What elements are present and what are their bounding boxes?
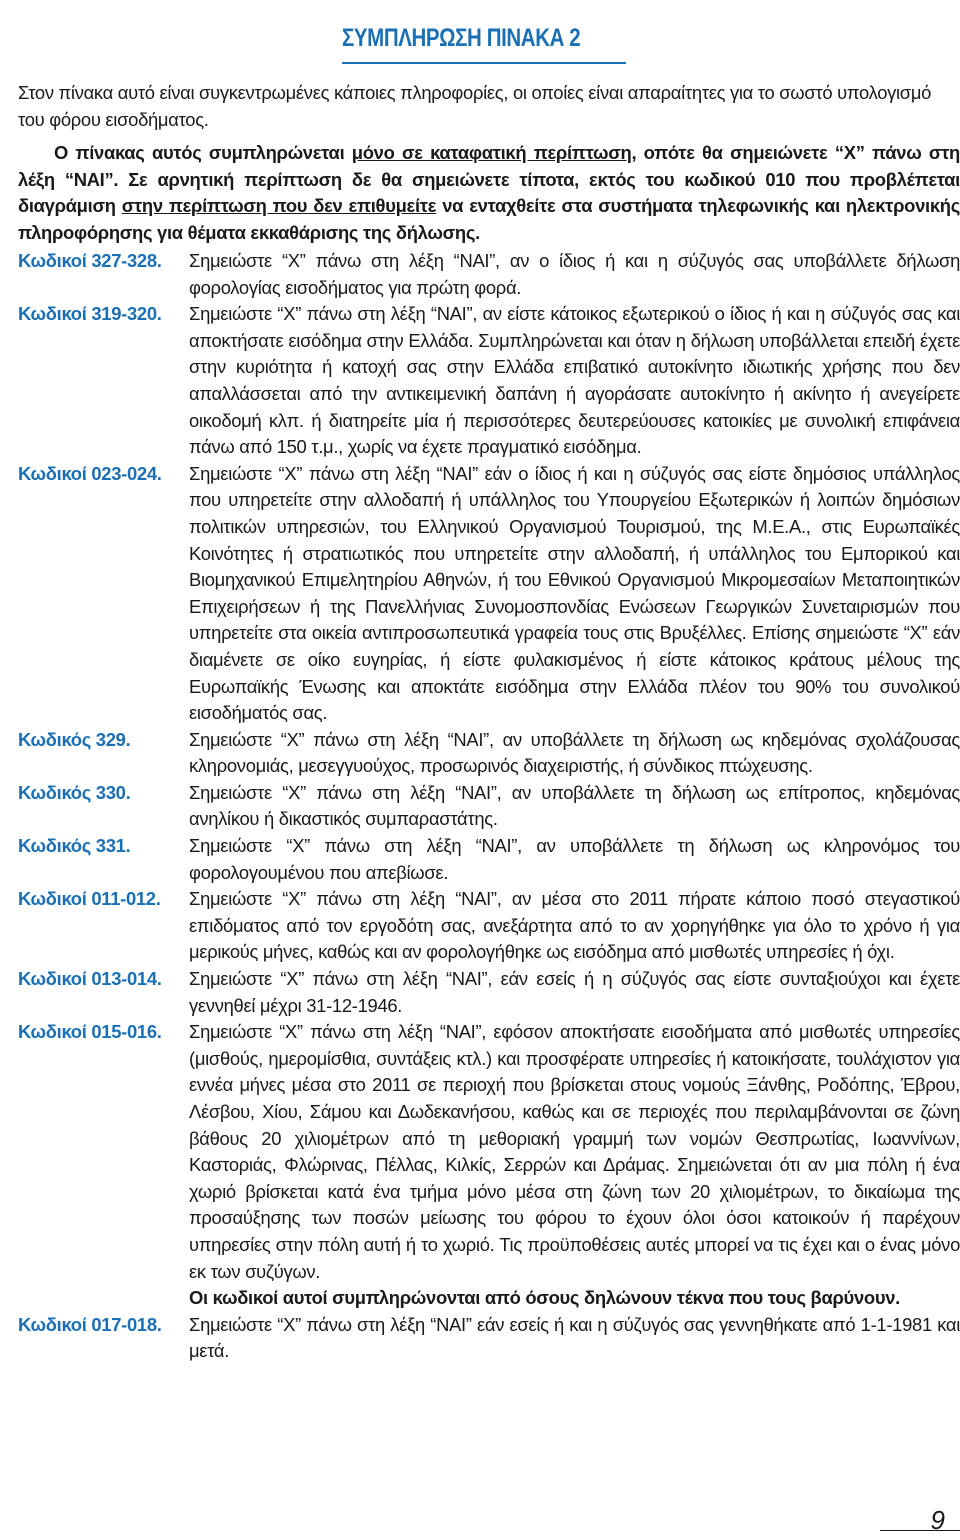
- entry-code: Κωδικός 331.: [18, 835, 131, 857]
- entry-011-012: [18, 886, 960, 966]
- entry-text-block: [189, 1019, 960, 1312]
- page-number: 9: [930, 1505, 945, 1535]
- instruction-underline-1: μόνο σε καταφατική περίπτωση: [351, 142, 632, 163]
- entry-code: Κωδικοί 013-014.: [18, 968, 162, 990]
- instruction-underline-2: στην περίπτωση που δεν επιθυμείτε: [121, 195, 437, 217]
- entry-code: Κωδικοί 327-328.: [18, 250, 162, 271]
- entry-code: Κωδικοί 023-024.: [18, 462, 162, 484]
- entry-text: Σημειώστε “Χ” πάνω στη λέξη “ΝΑΙ” εάν εσείς ή και η σύζυγός σας γεννηθήκατε από 1-1-1981 και μετά.: [189, 1313, 960, 1362]
- entry-code: Κωδικός 329.: [18, 728, 131, 750]
- instruction-paragraph: [18, 140, 960, 246]
- entry-code: Κωδικός 330.: [18, 781, 131, 803]
- entry-text: Σημειώστε “Χ” πάνω στη λέξη “ΝΑΙ”, αν μέσα στο 2011 πήρατε κάποιο ποσό στεγαστικού επιδόματος από τον εργοδότη σας, ανεξάρτητα από το αν χορηγήθηκε για όλο το χρόνο ή για μερικούς μήνες, καθώς και αν φορολογήθηκε ως εισόδημα από μισθωτές υπηρεσίες ή όχι.: [189, 888, 960, 963]
- entry-text: Σημειώστε “Χ” πάνω στη λέξη “ΝΑΙ”, αν είστε κάτοικος εξωτερικού ο ίδιος ή και η σύζυγός σας και αποκτήσατε εισόδημα στην Ελλάδα. Συμπληρώνεται και όταν η δήλωση υποβάλλεται επειδή έχετε στην κυριότητα ή κατοχή σας στην Ελλάδα επιβατικό αυτοκίνητο ιδιωτικής χρήσης που δεν απαλλάσσεται από την αντικειμενική δαπάνη ή αγοράσατε αυτοκίνητο ή ακίνητο ή ανεγείρετε οικοδομή κλπ. ή διατηρείτε μία ή περισσότερες δευτερεύουσες κατοικίες με συνολική επιφάνεια πάνω από 150 τ.μ., χωρίς να έχετε πραγματικό εισόδημα.: [189, 303, 960, 458]
- page-number-rule: [880, 1530, 960, 1531]
- entry-017-018: [18, 1312, 960, 1365]
- entry-code: Κωδικοί 319-320.: [18, 303, 162, 325]
- entry-329: [18, 727, 960, 780]
- entry-331: [18, 833, 960, 886]
- entry-327-328: [18, 248, 960, 301]
- entry-013-014: [18, 966, 960, 1019]
- entry-text: Σημειώστε “Χ” πάνω στη λέξη “ΝΑΙ”, αν υποβάλλετε τη δήλωση ως επίτροπος, κηδεμόνας ανηλίκου ή δικαστικός συμπαραστάτης.: [189, 781, 960, 830]
- title-underline: [342, 62, 626, 64]
- entry-code: Κωδικοί 011-012.: [18, 888, 161, 910]
- instruction-text-3: να ενταχθείτε στα συστήματα τηλεφωνικής και ηλεκτρονικής πληροφόρησης για θέματα εκκαθάρισης της δήλωσης.: [18, 195, 960, 243]
- code-entries-list: [18, 248, 960, 1365]
- entry-015-016: [18, 1019, 960, 1312]
- entry-319-320: [18, 301, 960, 461]
- title-block: [342, 20, 626, 56]
- entry-code: Κωδικοί 017-018.: [18, 1313, 162, 1335]
- entry-text: Σημειώστε “Χ” πάνω στη λέξη “ΝΑΙ”, αν υποβάλλετε τη δήλωση ως κληρονόμος του φορολογουμένου που απεβίωσε.: [189, 835, 960, 883]
- instruction-text-2: , οπότε θα σημειώνετε “Χ” πάνω στη λέξη “ΝΑΙ”. Σε αρνητική περίπτωση δε θα σημειώνετε τίποτα, εκτός του κωδικού 010 που προβλέπεται διαγράμιση: [18, 142, 960, 217]
- entry-text: Σημειώστε “Χ” πάνω στη λέξη “ΝΑΙ”, αν ο ίδιος ή και η σύζυγός σας υποβάλλετε δήλωση φορολογίας εισοδήματος για πρώτη φορά.: [189, 250, 960, 298]
- entry-text: Σημειώστε “Χ” πάνω στη λέξη “ΝΑΙ”, εφόσον αποκτήσατε εισοδήματα από μισθωτές υπηρεσίες (μισθούς, ημερομίσθια, συντάξεις κτλ.) και προσφέρατε υπηρεσίες ή κατοικήσατε, τουλάχιστον για εννέα μήνες μέσα στο 2011 σε περιοχή που βρίσκεται στους νομούς Ξάνθης, Ροδόπης, Έβρου, Λέσβου, Χίου, Σάμου και Δωδεκανήσου, καθώς και σε περιοχές που περιλαμβάνονται σε ζώνη βάθους 20 χιλιομέτρων από τη μεθοριακή γραμμή των νομών Θεσπρωτίας, Ιωαννίνων, Καστοριάς, Φλώρινας, Πέλλας, Κιλκίς, Σερρών και Δράμας. Σημειώνεται ότι αν μια πόλη ή ένα χωριό βρίσκεται κατά ένα τμήμα μόνο μέσα στη ζώνη των 20 χιλιομέτρων, το δικαίωμα της προσαύξησης των ποσών μείωσης του φόρου το έχουν όλοι όσοι κατοικούν ή παρέχουν υπηρεσίες στην πόλη αυτή ή το χωριό. Τις προϋποθέσεις αυτές μπορεί να τις έχει και ο ένας μόνο εκ των συζύγων.: [189, 1021, 960, 1282]
- instruction-text-1: Ο πίνακας αυτός συμπληρώνεται: [54, 142, 352, 163]
- entry-code: Κωδικοί 015-016.: [18, 1021, 162, 1043]
- intro-paragraph: Στον πίνακα αυτό είναι συγκεντρωμένες κάποιες πληροφορίες, οι οποίες είναι απαραίτητες για το σωστό υπολογισμό του φόρου εισοδήματος.: [18, 82, 932, 130]
- page-title: ΣΥΜΠΛΗΡΩΣΗ ΠΙΝΑΚΑ 2: [342, 24, 581, 52]
- entry-text: Σημειώστε “Χ” πάνω στη λέξη “ΝΑΙ” εάν ο ίδιος ή και η σύζυγός σας είστε δημόσιος υπάλληλος που υπηρετείτε στην αλλοδαπή ή υπάλληλος του Υπουργείου Εξωτερικών ή λοιπών δημόσιων πολιτικών υπηρεσιών, του Ελληνικού Οργανισμού Τουρισμού, της Μ.Ε.Α., στις Ευρωπαϊκές Κοινότητες ή στρατιωτικός που υπηρετείτε στην αλλοδαπή, ή υπάλληλος του Εμπορικού και Βιομηχανικού Επιμελητηρίου Αθηνών, ή του Εθνικού Οργανισμού Μικρομεσαίων Μεταποιητικών Επιχειρήσεων ή της Πανελλήνιας Συνομοσπονδίας Ενώσεων Γεωργικών Συνεταιρισμών που υπηρετείτε στα οικεία αντιπροσωπευτικά γραφεία τους στις Βρυξέλλες. Επίσης σημειώστε “Χ” εάν διαμένετε σε οίκο ευγηρίας, ή είστε φυλακισμένος ή είστε κάτοικος κράτους μέλους της Ευρωπαϊκής Ένωσης και αποκτάτε εισόδημα στην Ελλάδα πλέον του 90% του συνολικού εισοδήματός σας.: [189, 462, 960, 724]
- entry-text: Σημειώστε “Χ” πάνω στη λέξη “ΝΑΙ”, εάν εσείς ή η σύζυγός σας είστε συνταξιούχοι και έχετε γεννηθεί μέχρι 31-12-1946.: [189, 968, 960, 1016]
- entry-emphasis-note: Οι κωδικοί αυτοί συμπληρώνονται από όσους δηλώνουν τέκνα που τους βαρύνουν.: [189, 1287, 900, 1309]
- entry-text: Σημειώστε “Χ” πάνω στη λέξη “ΝΑΙ”, αν υποβάλλετε τη δήλωση ως κηδεμόνας σχολάζουσας κληρονομιάς, μεσεγγυούχος, προσωρινός διαχειριστής, ή σύνδικος πτώχευσης.: [189, 728, 960, 777]
- entry-330: [18, 780, 960, 833]
- entry-023-024: [18, 461, 960, 727]
